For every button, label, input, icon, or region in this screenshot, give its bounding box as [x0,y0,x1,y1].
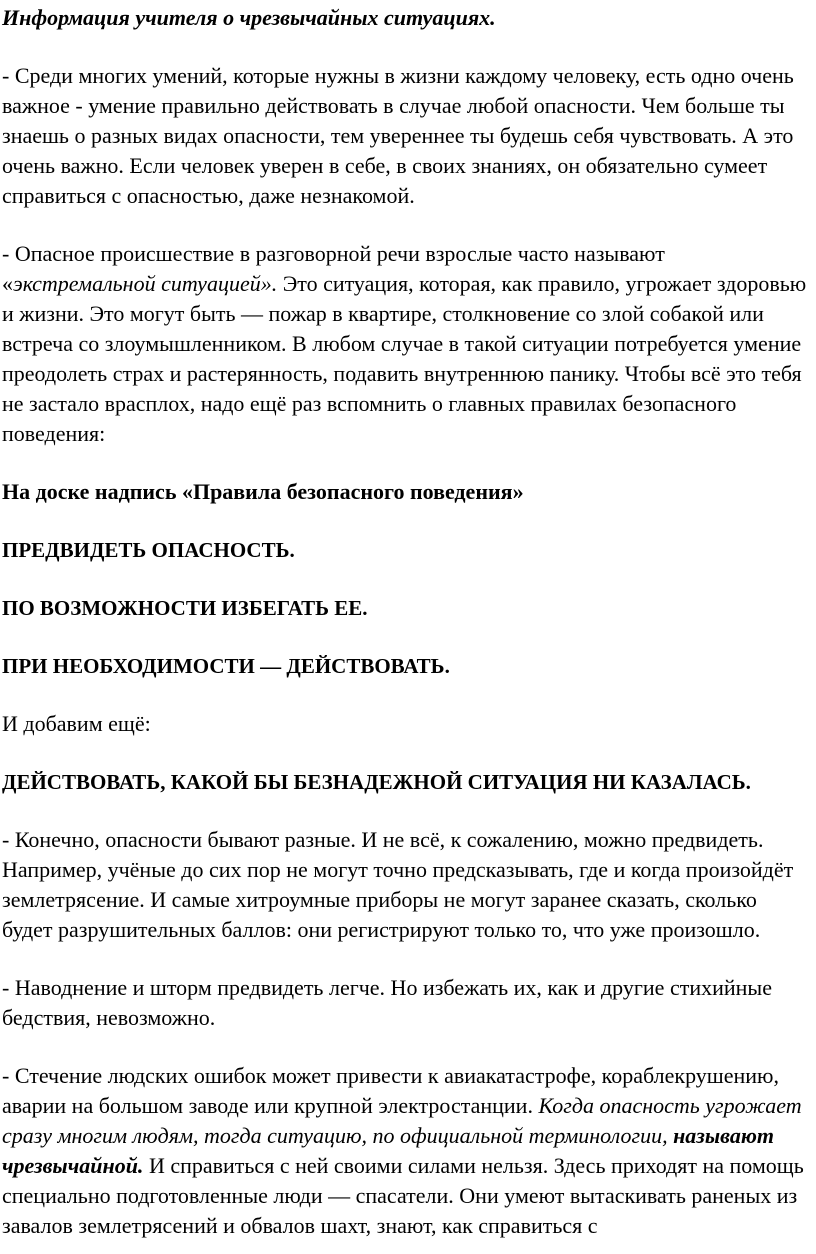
paragraph-emergency-italic: Когда опасность угрожает сразу многим людям, тогда ситуацию, по официальной терминологии, [2,1093,802,1148]
paragraph-emergency-definition [2,1061,812,1241]
paragraph-intro: - Среди многих умений, которые нужны в жизни каждому человеку, есть одно очень важное - умение правильно действовать в случае любой опасности. Чем больше ты знаешь о разных видах опасности, тем увереннее ты будешь себя чувствовать. А это очень важно. Если человек уверен в себе, в своих знаниях, он обязательно сумеет справиться с опасностью, даже незнакомой. [2,63,794,208]
add-more-line: И добавим ещё: [2,711,151,736]
paragraph-emergency-text-start: - Стечение людских ошибок может привести к авиакатастрофе, кораблекрушению, аварии на большом заводе или крупной электростанции. [2,1063,779,1118]
rule-foresee-danger: ПРЕДВИДЕТЬ ОПАСНОСТЬ. [2,538,295,562]
rule-act-anyway: ДЕЙСТВОВАТЬ, КАКОЙ БЫ БЕЗНАДЕЖНОЙ СИТУАЦИЯ НИ КАЗАЛАСЬ. [2,770,751,794]
paragraph-extreme-situation-text-end: Это ситуация, которая, как правило, угрожает здоровью и жизни. Это могут быть — пожар в квартире, столкновение со злой собакой или встреча со злоумышленником. В любом случае в такой ситуации потребуется умение преодолеть страх и растерянность, подавить внутреннюю панику. Чтобы всё это тебя не застало врасплох, надо ещё раз вспомнить о главных правилах безопасного поведения: [2,271,807,446]
paragraph-dangers-vary: - Конечно, опасности бывают разные. И не всё, к сожалению, можно предвидеть. Например, учёные до сих пор не могут точно предсказывать, где и когда произойдёт землетрясение. И самые хитроумные приборы не могут заранее сказать, сколько будет разрушительных баллов: они регистрируют только то, что уже произошло. [2,827,794,942]
document-page [2,0,812,1241]
board-caption: На доске надпись «Правила безопасного поведения» [2,479,524,504]
paragraph-extreme-situation-text-start: - Опасное происшествие в разговорной речи взрослые часто называют « [2,241,665,296]
paragraph-extreme-situation [2,239,812,449]
paragraph-emergency-text-end: И справиться с ней своими силами нельзя. Здесь приходят на помощь специально подготовленные люди — спасатели. Они умеют вытаскивать раненых из завалов землетрясений и обвалов шахт, знают, как справиться с [2,1153,804,1238]
rule-act-if-needed: ПРИ НЕОБХОДИМОСТИ — ДЕЙСТВОВАТЬ. [2,654,450,678]
document-title: Информация учителя о чрезвычайных ситуациях. [2,5,496,30]
paragraph-extreme-situation-term: экстремальной ситуацией». [13,271,278,296]
paragraph-floods-storms: - Наводнение и шторм предвидеть легче. Но избежать их, как и другие стихийные бедствия, невозможно. [2,975,772,1030]
paragraph-emergency-term: называют чрезвычайной. [2,1123,774,1178]
rule-avoid-danger: ПО ВОЗМОЖНОСТИ ИЗБЕГАТЬ ЕЕ. [2,596,368,620]
